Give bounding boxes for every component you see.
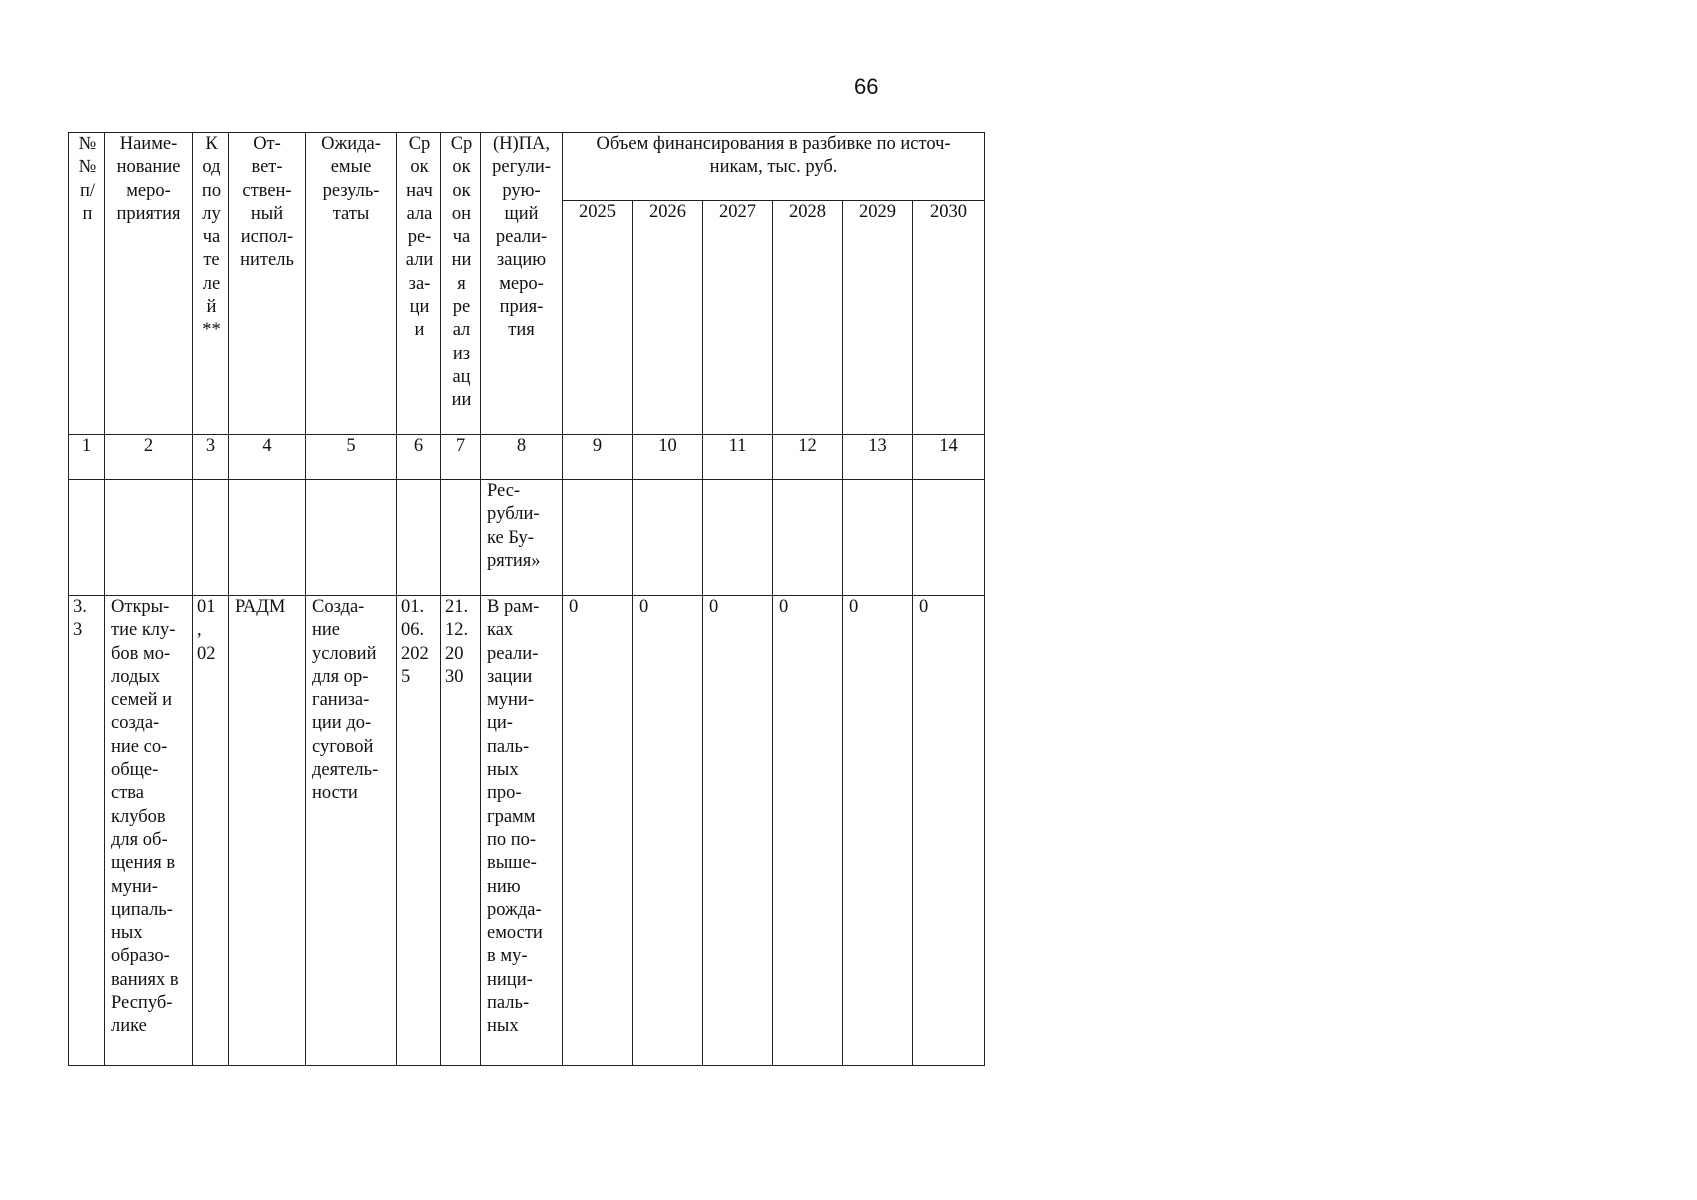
row-number: 3. 3: [69, 596, 105, 1066]
column-number: 10: [633, 435, 703, 480]
continuation-regulatory-act: Рес- pубли- ке Бу- рятия»: [481, 480, 563, 596]
measures-table: [68, 132, 985, 1066]
table-cell: [229, 480, 306, 596]
table-cell: [441, 480, 481, 596]
start-date: 01. 06. 202 5: [397, 596, 441, 1066]
header-regulatory-act: (Н)ПА, регули- рую- щий реали- зацию меро- прия- тия: [481, 133, 563, 435]
column-number: 9: [563, 435, 633, 480]
column-number: 1: [69, 435, 105, 480]
table-cell: [397, 480, 441, 596]
table-cell: [773, 480, 843, 596]
expected-results: Созда- ние условий для ор- ганиза- ции до- суговой деятель- ности: [306, 596, 397, 1066]
table-cell: [105, 480, 193, 596]
column-number-row: [69, 435, 985, 480]
financing-value: 0: [773, 596, 843, 1066]
table-cell: [563, 480, 633, 596]
header-year: 2027: [703, 201, 773, 435]
column-number: 11: [703, 435, 773, 480]
column-number: 14: [913, 435, 985, 480]
measure-name: Откры- тие клу- бов мо- лодых семей и созда- ние со- обще- ства клубов для об- щения в муни- ципаль- ных образо- ваниях в Респуб- лике: [105, 596, 193, 1066]
column-number: 12: [773, 435, 843, 480]
table-cell: [913, 480, 985, 596]
financing-value: 0: [703, 596, 773, 1066]
table-cell: [633, 480, 703, 596]
column-number: 3: [193, 435, 229, 480]
table-cell: [306, 480, 397, 596]
header-year: 2026: [633, 201, 703, 435]
column-number: 8: [481, 435, 563, 480]
column-number: 5: [306, 435, 397, 480]
table-cell: [193, 480, 229, 596]
end-date: 21. 12. 20 30: [441, 596, 481, 1066]
header-year: 2029: [843, 201, 913, 435]
header-expected-results: Ожида- емые резуль- таты: [306, 133, 397, 435]
header-measure-name: Наиме- нование меро- приятия: [105, 133, 193, 435]
column-number: 13: [843, 435, 913, 480]
column-number: 7: [441, 435, 481, 480]
financing-value: 0: [633, 596, 703, 1066]
header-financing: Объем финансирования в разбивке по источ- никам, тыс. руб.: [563, 133, 985, 201]
header-year: 2025: [563, 201, 633, 435]
table-row-3-3: [69, 596, 985, 1066]
responsible-executor: РАДМ: [229, 596, 306, 1066]
continuation-row: [69, 480, 985, 596]
financing-value: 0: [563, 596, 633, 1066]
header-year: 2028: [773, 201, 843, 435]
header-row-1: [69, 133, 985, 201]
financing-value: 0: [843, 596, 913, 1066]
table-cell: [703, 480, 773, 596]
header-start-date: Ср ок нач ала ре- али за- ци и: [397, 133, 441, 435]
financing-value: 0: [913, 596, 985, 1066]
page-number: 66: [854, 74, 879, 99]
header-recipient-code: К од по лу ча те ле й **: [193, 133, 229, 435]
header-responsible-executor: От- вет- ствен- ный испол- нитель: [229, 133, 306, 435]
column-number: 4: [229, 435, 306, 480]
regulatory-act: В рам- ках реали- зации муни- ци- паль- ных про- грамм по по- выше- нию рожда- емости в му- ници- паль- ных: [481, 596, 563, 1066]
table-cell: [69, 480, 105, 596]
table-cell: [843, 480, 913, 596]
recipient-code: 01 , 02: [193, 596, 229, 1066]
column-number: 2: [105, 435, 193, 480]
column-number: 6: [397, 435, 441, 480]
header-number: № № п/ п: [69, 133, 105, 435]
header-end-date: Ср ок ок он ча ни я ре ал из ац ии: [441, 133, 481, 435]
header-year: 2030: [913, 201, 985, 435]
